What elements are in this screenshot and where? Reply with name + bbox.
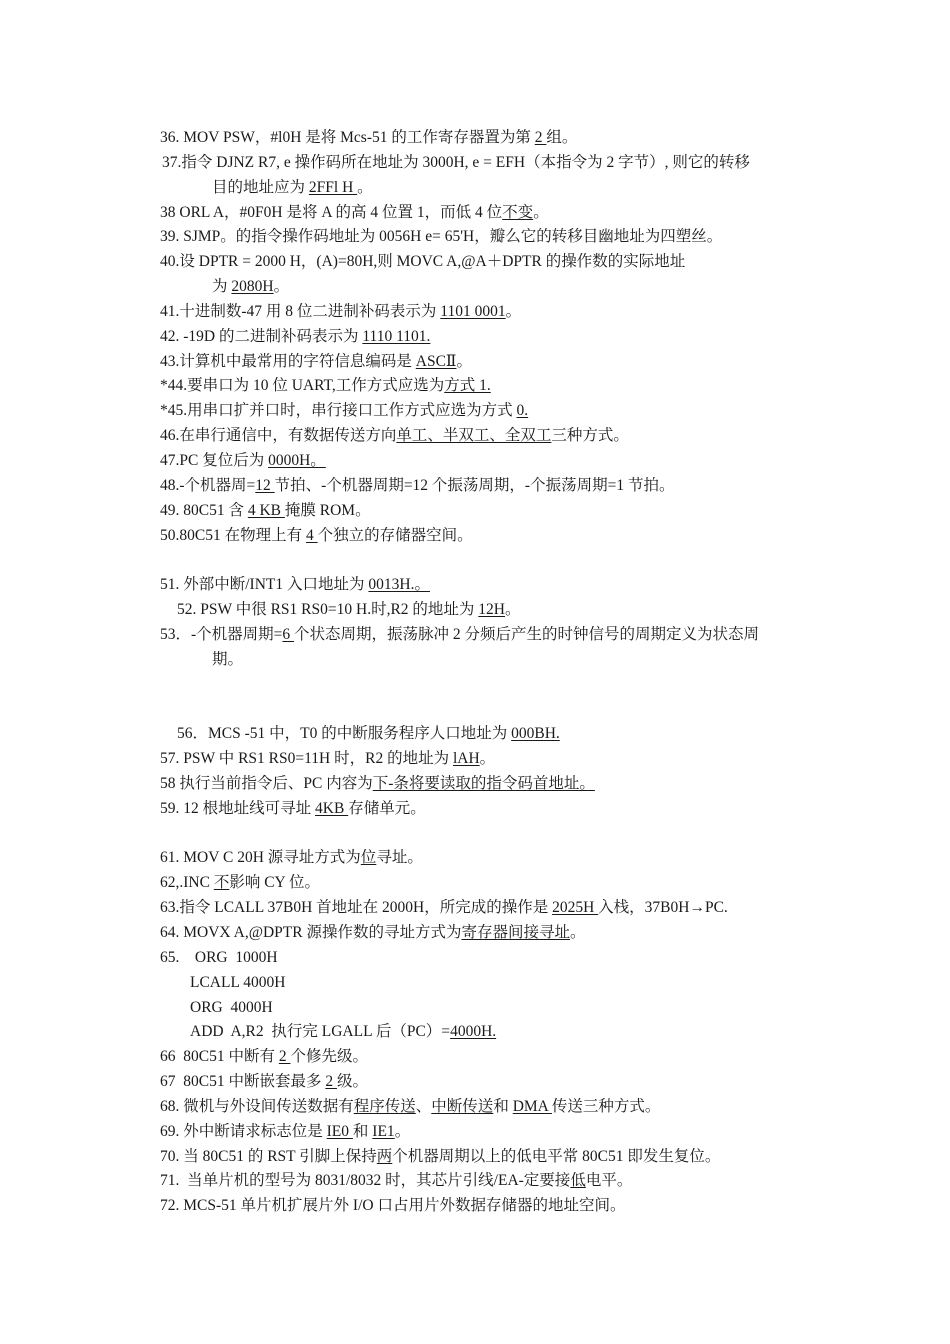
answer: 0013H.。 (368, 576, 430, 594)
line-37: 37.指令 DJNZ R7, e 操作码所在地址为 3000H, e = EFH（本指令为 2 字节）, 则它的转移 (162, 153, 750, 171)
line-69: 69. 外中断请求标志位是 IE0 和 IE1。 (160, 1122, 411, 1140)
answer: 2025H (552, 899, 599, 917)
line-61: 61. MOV C 20H 源寻址方式为位寻址。 (160, 849, 423, 867)
answer: 4 (305, 526, 318, 544)
answer: 低 (570, 1172, 586, 1190)
document-body (160, 126, 820, 1219)
line-53-cont: 期。 (212, 650, 244, 668)
answer: 1110 1101. (362, 327, 431, 345)
line-72: 72. MCS-51 单片机扩展片外 I/O 口占用片外数据存储器的地址空间。 (160, 1197, 626, 1215)
line-42: 42. -19D 的二进制补码表示为 1110 1101. (160, 327, 431, 345)
answer: 位 (360, 849, 377, 867)
answer: 不变 (502, 203, 534, 221)
answer: 12H (478, 601, 505, 619)
line-39: 39. SJMP。的指令操作码地址为 0056H e= 65'H，瓣么它的转移目幽地址为四塑丝。 (160, 228, 723, 246)
answer: 0. (516, 402, 529, 420)
line-57: 57. PSW 中 RS1 RS0=11H 时，R2 的地址为 lAH。 (160, 750, 496, 768)
line-65-code-2: ORG 4000H (190, 998, 273, 1016)
answer: lAH (452, 750, 480, 768)
blank-line (160, 548, 820, 573)
line-66: 66 80C51 中断有 2 个修先级。 (160, 1048, 368, 1066)
answer: DMA (512, 1097, 552, 1115)
answer: 2 (534, 129, 547, 146)
answer: 2080H (231, 278, 274, 296)
answer: 000BH. (511, 725, 560, 743)
line-62: 62,.INC 不影响 CY 位。 (160, 874, 321, 892)
line-65-code-1: LCALL 4000H (190, 973, 286, 991)
answer: IE0 (326, 1122, 353, 1140)
answer: 中断传送 (431, 1097, 494, 1115)
line-46: 46.在串行通信中，有数据传送方向单工、半双工、全双工三种方式。 (160, 427, 629, 445)
answer: ASCⅡ (415, 352, 457, 370)
line-71: 71. 当单片机的型号为 8031/8032 时，其芯片引线/EA-定要接低电平。 (160, 1172, 633, 1190)
line-52: 52. PSW 中很 RS1 RS0=10 H.时,R2 的地址为 12H。 (177, 601, 521, 619)
answer: 4KB (315, 799, 349, 817)
line-65: 65. ORG 1000H (160, 948, 278, 966)
answer: 单工、半双工、全双工 (396, 427, 552, 445)
blank-line (160, 822, 820, 847)
line-41: 41.十进制数-47 用 8 位二进制补码表示为 1101 0001。 (160, 302, 522, 320)
answer: IE1 (372, 1122, 395, 1140)
line-50: 50.80C51 在物理上有 4 个独立的存储器空间。 (160, 526, 473, 544)
answer: 下-条将要读取的指令码首地址。 (372, 774, 595, 792)
line-37-cont: 目的地址应为 2FFl H 。 (212, 178, 373, 196)
line-38: 38 ORL A，#0F0H 是将 A 的高 4 位置 1，而低 4 位不变。 (160, 203, 549, 221)
answer: 方式 1. (444, 377, 491, 395)
line-68: 68. 微机与外设间传送数据有程序传送、中断传送和 DMA 传送三种方式。 (160, 1097, 661, 1115)
line-40-cont: 为 2080H。 (212, 278, 290, 296)
answer: 2 (325, 1073, 337, 1091)
answer: 程序传送 (353, 1097, 416, 1115)
line-63: 63.指令 LCALL 37B0H 首地址在 2000H，所完成的操作是 2025H 入栈，37B0H→PC. (160, 899, 728, 917)
answer: 寄存器间接寻址 (461, 924, 570, 941)
line-53: 53．-个机器周期=6 个状态周期，振荡脉冲 2 分频后产生的时钟信号的周期定义为状态周 (160, 625, 760, 643)
line-48: 48.-个机器周=12 节拍、-个机器周期=12 个振荡周期，-个振荡周期=1 节拍。 (160, 476, 675, 494)
line-64: 64. MOVX A,@DPTR 源操作数的寻址方式为寄存器间接寻址。 (160, 924, 586, 941)
blank-lines (160, 673, 820, 723)
answer: 两 (376, 1147, 393, 1165)
line-67: 67 80C51 中断嵌套最多 2 级。 (160, 1073, 368, 1091)
answer: 1101 0001 (440, 302, 506, 320)
answer: 2 (278, 1048, 291, 1066)
answer: 0000H。 (268, 451, 326, 469)
answer: 2FFl H (308, 178, 358, 196)
line-58: 58 执行当前指令后、PC 内容为下-条将要读取的指令码首地址。 (160, 774, 595, 792)
line-70: 70. 当 80C51 的 RST 引脚上保持两个机器周期以上的低电平常 80C51 即发生复位。 (160, 1147, 721, 1165)
answer: 不 (213, 874, 230, 892)
line-47: 47.PC 复位后为 0000H。 (160, 451, 326, 469)
line-40: 40.设 DPTR = 2000 H，(A)=80H,则 MOVC A,@A＋DPTR 的操作数的实际地址 (160, 253, 686, 271)
answer: 4 KB (247, 501, 285, 519)
line-65-code-3: ADD A,R2 执行完 LGALL 后（PC）=4000H. (190, 1023, 497, 1041)
line-44: *44.要串口为 10 位 UART,工作方式应选为方式 1. (160, 377, 491, 395)
line-56: 56．MCS -51 中，T0 的中断服务程序人口地址为 000BH. (177, 725, 560, 743)
answer: 6 (282, 625, 295, 643)
line-45: *45.用串口扩并口时，串行接口工作方式应选为方式 0. (160, 402, 529, 420)
line-59: 59. 12 根地址线可寻址 4KB 存储单元。 (160, 799, 426, 817)
answer: 12 (255, 476, 275, 494)
line-36: 36. MOV PSW，#l0H 是将 Mcs-51 的工作寄存器置为第 2 组。 (160, 129, 578, 146)
line-51: 51. 外部中断/INT1 入口地址为 0013H.。 (160, 576, 430, 594)
line-49: 49. 80C51 含 4 KB 掩膜 ROM。 (160, 501, 371, 519)
answer: 4000H. (450, 1023, 497, 1041)
line-43: 43.计算机中最常用的字符信息编码是 ASCⅡ。 (160, 352, 472, 370)
